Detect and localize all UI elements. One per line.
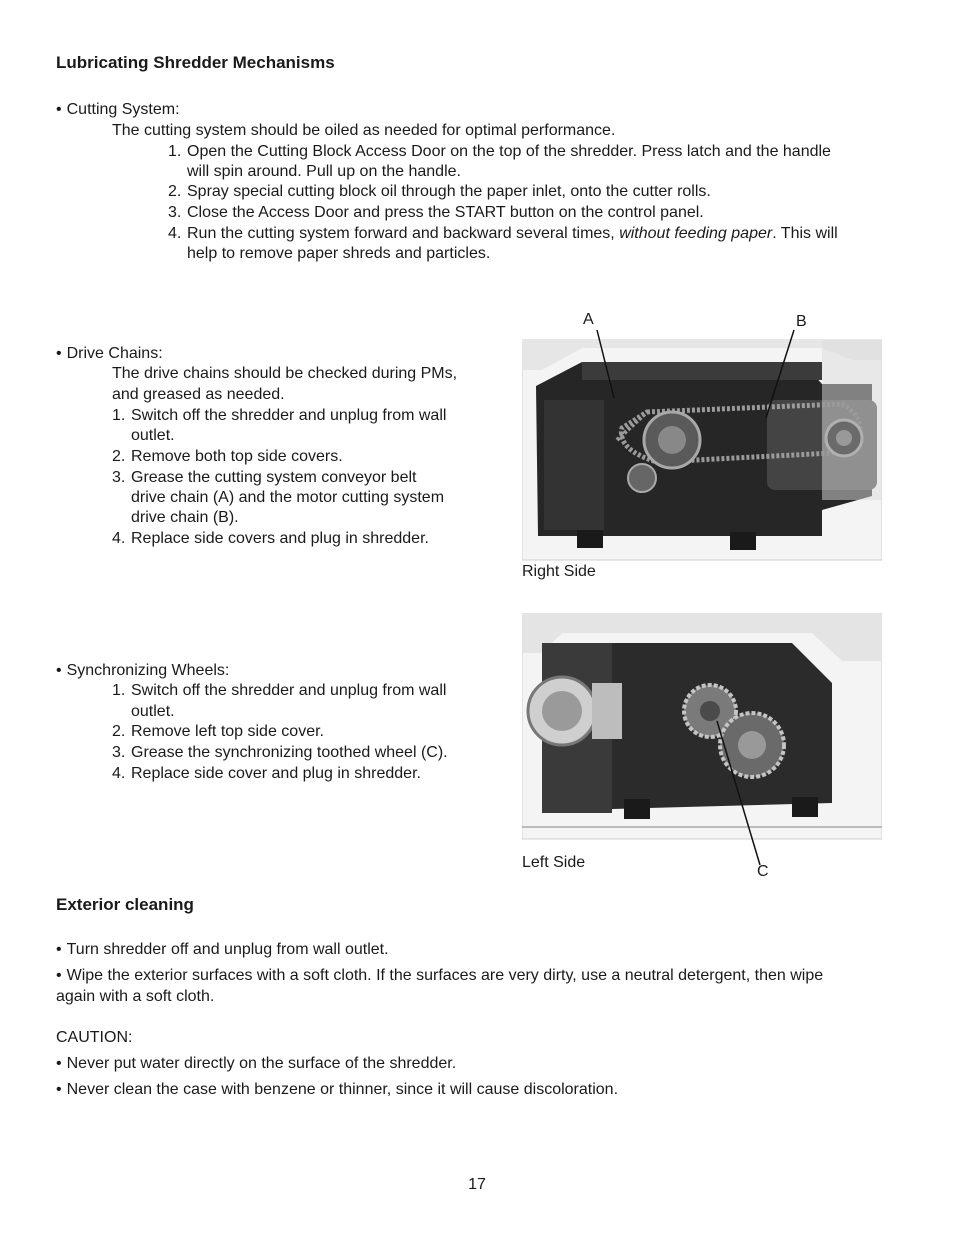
callout-label-a: A [583, 311, 594, 328]
sync-wheels-title: Synchronizing Wheels: [66, 662, 230, 679]
emphasis-without-feeding-paper: without feeding paper [619, 225, 773, 242]
bullet-sync-wheels [56, 661, 229, 681]
chains-step-4-line1: Replace side covers and plug in shredder. [131, 530, 429, 547]
cutting-step-4-line2: help to remove paper shreds and particles. [187, 245, 491, 262]
drive-chains-intro-1: The drive chains should be checked during PMs, [112, 365, 458, 382]
cutting-step-3-num: 3. [168, 204, 182, 221]
cutting-step-2-line1: Spray special cutting block oil through the paper inlet, onto the cutter rolls. [187, 183, 711, 200]
chains-step-1-line1: Switch off the shredder and unplug from wall [131, 407, 447, 424]
cutting-step-4-line1: Run the cutting system forward and backward several times, without feeding paper. This will [187, 225, 838, 242]
bullet-turn-off: • Turn shredder off and unplug from wall outlet. [56, 940, 389, 960]
chains-step-3-line2: drive chain (A) and the motor cutting system [131, 489, 445, 506]
section-heading-lubricating: Lubricating Shredder Mechanisms [56, 53, 335, 72]
chains-step-1-line2: outlet. [131, 427, 175, 444]
cutting-system-title: Cutting System: [66, 101, 180, 118]
drive-chains-intro-2: and greased as needed. [112, 386, 285, 403]
page-number: 17 [468, 1176, 486, 1193]
bullet-caution-water: • Never put water directly on the surface of the shredder. [56, 1054, 456, 1074]
bullet-caution-benzene: • Never clean the case with benzene or thinner, since it will cause discoloration. [56, 1080, 618, 1100]
chains-step-2-num: 2. [112, 448, 126, 465]
left-side-photo [522, 613, 882, 873]
chains-step-4-num: 4. [112, 530, 126, 547]
chains-step-1-num: 1. [112, 407, 126, 424]
wheels-step-2-line1: Remove left top side cover. [131, 723, 324, 740]
left-side-caption: Left Side [522, 854, 586, 871]
drive-chains-title: Drive Chains: [66, 345, 163, 362]
cutting-system-intro: The cutting system should be oiled as needed for optimal performance. [112, 122, 616, 139]
wheels-step-1-num: 1. [112, 682, 126, 699]
cutting-step-1-line2: will spin around. Pull up on the handle. [187, 163, 461, 180]
wheels-step-1-line2: outlet. [131, 703, 175, 720]
bullet-cutting-system [56, 100, 180, 120]
cutting-step-3-line1: Close the Access Door and press the START button on the control panel. [187, 204, 704, 221]
bullet-drive-chains [56, 344, 163, 364]
cutting-step-1-num: 1. [168, 143, 182, 160]
wheels-step-4-line1: Replace side cover and plug in shredder. [131, 765, 421, 782]
bullet-wipe-line1: • Wipe the exterior surfaces with a soft cloth. If the surfaces are very dirty, use a neutral detergent, then wipe [56, 966, 823, 986]
wheels-step-3-line1: Grease the synchronizing toothed wheel (C). [131, 744, 448, 761]
cutting-step-2-num: 2. [168, 183, 182, 200]
callout-label-b: B [796, 313, 807, 330]
callout-label-c: C [757, 863, 769, 880]
wheels-step-2-num: 2. [112, 723, 126, 740]
chains-step-2-line1: Remove both top side covers. [131, 448, 343, 465]
chains-step-3-line1: Grease the cutting system conveyor belt [131, 469, 417, 486]
wheels-step-3-num: 3. [112, 744, 126, 761]
wheels-step-4-num: 4. [112, 765, 126, 782]
right-side-photo [522, 300, 882, 562]
cutting-step-1-line1: Open the Cutting Block Access Door on the top of the shredder. Press latch and the handle [187, 143, 831, 160]
section-heading-exterior-cleaning: Exterior cleaning [56, 895, 194, 914]
cutting-step-4-num: 4. [168, 225, 182, 242]
wheels-step-1-line1: Switch off the shredder and unplug from wall [131, 682, 447, 699]
right-side-caption: Right Side [522, 563, 596, 580]
bullet-wipe-line2: again with a soft cloth. [56, 988, 215, 1005]
caution-label: CAUTION: [56, 1029, 133, 1046]
chains-step-3-num: 3. [112, 469, 126, 486]
chains-step-3-line3: drive chain (B). [131, 509, 239, 526]
